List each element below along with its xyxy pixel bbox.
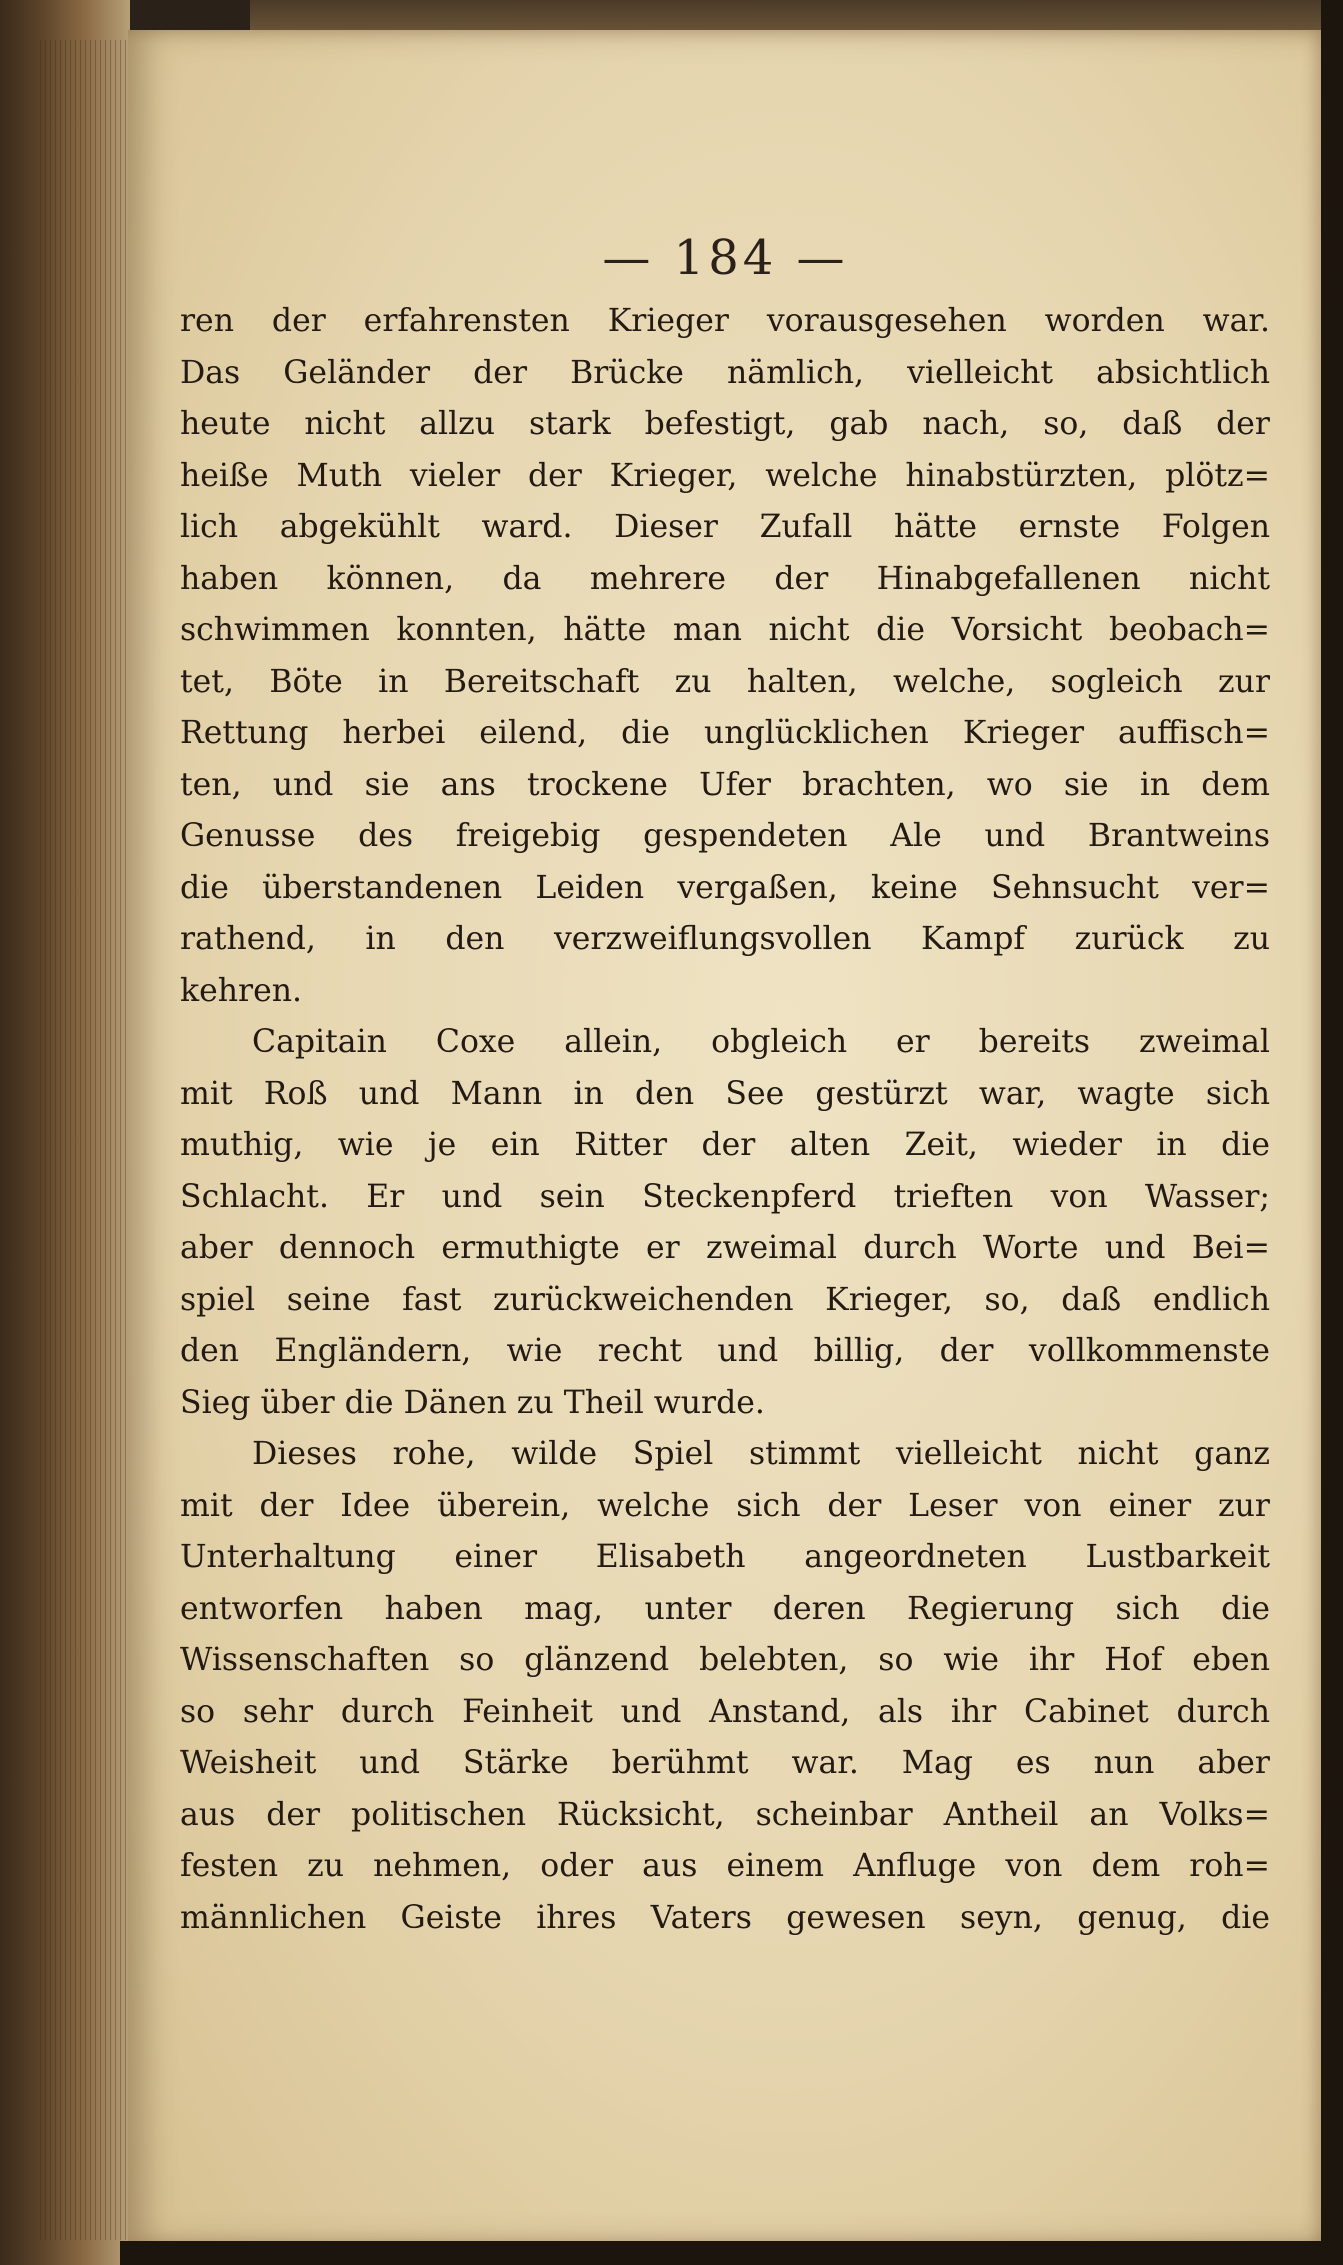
text-line: entworfen haben mag, unter deren Regierung sich die	[180, 1590, 1270, 1627]
text-line: schwimmen konnten, hätte man nicht die Vorsicht beobach=	[180, 612, 1270, 648]
text-line: Weisheit und Stärke berühmt war. Mag es nun aber	[180, 1745, 1270, 1781]
text-line: so sehr durch Feinheit und Anstand, als ihr Cabinet durch	[180, 1693, 1270, 1730]
text-line: Genusse des freigebig gespendeten Ale und Brantweins	[180, 818, 1270, 854]
bottom-edge	[120, 2241, 1343, 2265]
text-line: heiße Muth vieler der Krieger, welche hinabstürzten, plötz=	[180, 457, 1270, 494]
top-edge	[250, 0, 1343, 34]
text-line: mit Roß und Mann in den See gestürzt war, wagte sich	[180, 1075, 1270, 1112]
text-line: mit der Idee überein, welche sich der Leser von einer zur	[180, 1487, 1270, 1524]
text-line: tet, Böte in Bereitschaft zu halten, welche, sogleich zur	[180, 663, 1270, 700]
text-line: ren der erfahrensten Krieger vorausgesehen worden war.	[180, 303, 1270, 339]
text-line: heute nicht allzu stark befestigt, gab nach, so, daß der	[180, 406, 1270, 442]
text-line: Capitain Coxe allein, obgleich er bereits zweimal	[252, 1024, 1270, 1060]
text-line: kehren.	[180, 972, 303, 1009]
body-text	[180, 296, 1270, 1944]
page-stack-edge	[40, 40, 130, 2240]
text-line: aus der politischen Rücksicht, scheinbar Antheil an Volks=	[180, 1796, 1270, 1833]
text-line: ten, und sie ans trockene Ufer brachten, wo sie in dem	[180, 766, 1270, 803]
text-line: haben können, da mehrere der Hinabgefallenen nicht	[180, 560, 1270, 597]
text-line: rathend, in den verzweiflungsvollen Kampf zurück zu	[180, 921, 1270, 957]
text-line: lich abgekühlt ward. Dieser Zufall hätte ernste Folgen	[180, 509, 1270, 545]
right-edge	[1321, 0, 1343, 2265]
page-number: — 184 —	[602, 230, 849, 286]
text-line: muthig, wie je ein Ritter der alten Zeit, wieder in die	[180, 1127, 1270, 1163]
text-line: die überstandenen Leiden vergaßen, keine Sehnsucht ver=	[180, 869, 1270, 906]
text-line: aber dennoch ermuthigte er zweimal durch Worte und Bei=	[180, 1230, 1270, 1266]
text-line: spiel seine fast zurückweichenden Krieger, so, daß endlich	[180, 1281, 1270, 1318]
text-line: Dieses rohe, wilde Spiel stimmt vielleicht nicht ganz	[252, 1436, 1270, 1472]
text-line: männlichen Geiste ihres Vaters gewesen seyn, genug, die	[180, 1899, 1270, 1936]
text-line: festen zu nehmen, oder aus einem Anfluge von dem roh=	[180, 1848, 1270, 1884]
text-line: Sieg über die Dänen zu Theil wurde.	[180, 1384, 765, 1421]
text-line: Das Geländer der Brücke nämlich, vielleicht absichtlich	[180, 354, 1270, 391]
text-line: Wissenschaften so glänzend belebten, so wie ihr Hof eben	[180, 1642, 1270, 1678]
text-line: Rettung herbei eilend, die unglücklichen Krieger auffisch=	[180, 715, 1270, 751]
text-line: Schlacht. Er und sein Steckenpferd trieften von Wasser;	[180, 1178, 1270, 1215]
text-line: Unterhaltung einer Elisabeth angeordneten Lustbarkeit	[180, 1539, 1270, 1575]
text-line: den Engländern, wie recht und billig, der vollkommenste	[180, 1333, 1270, 1369]
